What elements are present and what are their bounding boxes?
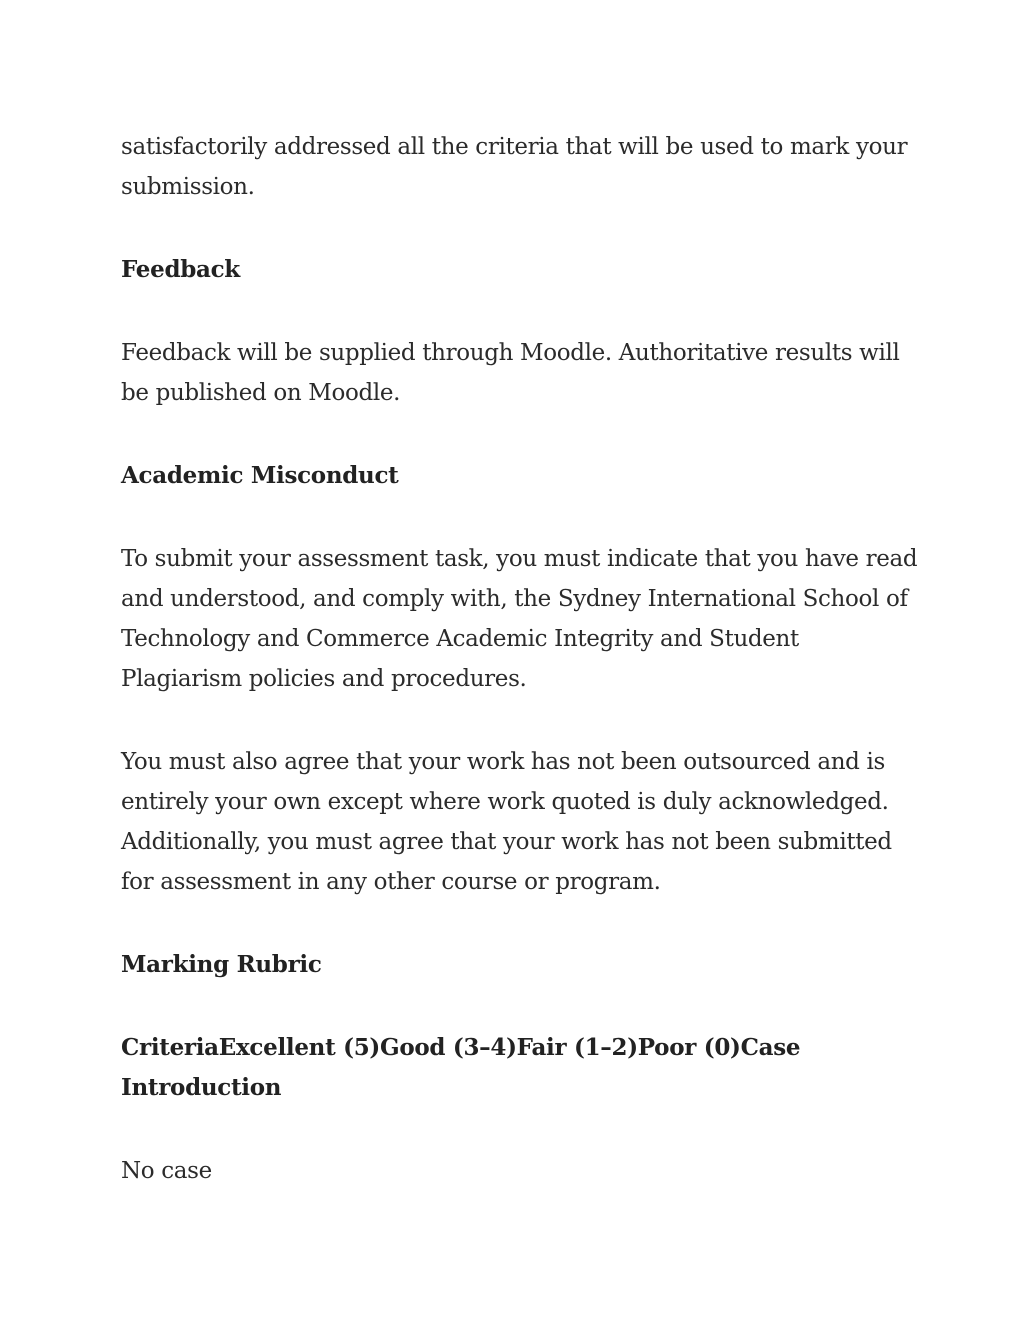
feedback-heading: Feedback xyxy=(121,256,240,283)
misconduct-paragraph-2: You must also agree that your work has not been outsourced and is entirely your own except where work quoted is duly acknowledged. Additionally, you must agree that your work has not been submitted for assessment in any other course or program. xyxy=(121,749,892,895)
intro-tail-paragraph: satisfactorily addressed all the criteria that will be used to mark your submission. xyxy=(121,134,908,200)
document-page xyxy=(121,127,921,1191)
academic-misconduct-heading: Academic Misconduct xyxy=(121,462,399,489)
misconduct-paragraph-1: To submit your assessment task, you must indicate that you have read and understood, and comply with, the Sydney International School of Technology and Commerce Academic Integrity and Student Plagiarism policies and procedures. xyxy=(121,546,918,692)
feedback-paragraph: Feedback will be supplied through Moodle. Authoritative results will be published on Moodle. xyxy=(121,340,900,406)
rubric-header-row: CriteriaExcellent (5)Good (3–4)Fair (1–2)Poor (0)Case Introduction xyxy=(121,1034,801,1101)
marking-rubric-heading: Marking Rubric xyxy=(121,951,322,978)
rubric-first-cell: No case xyxy=(121,1158,212,1184)
